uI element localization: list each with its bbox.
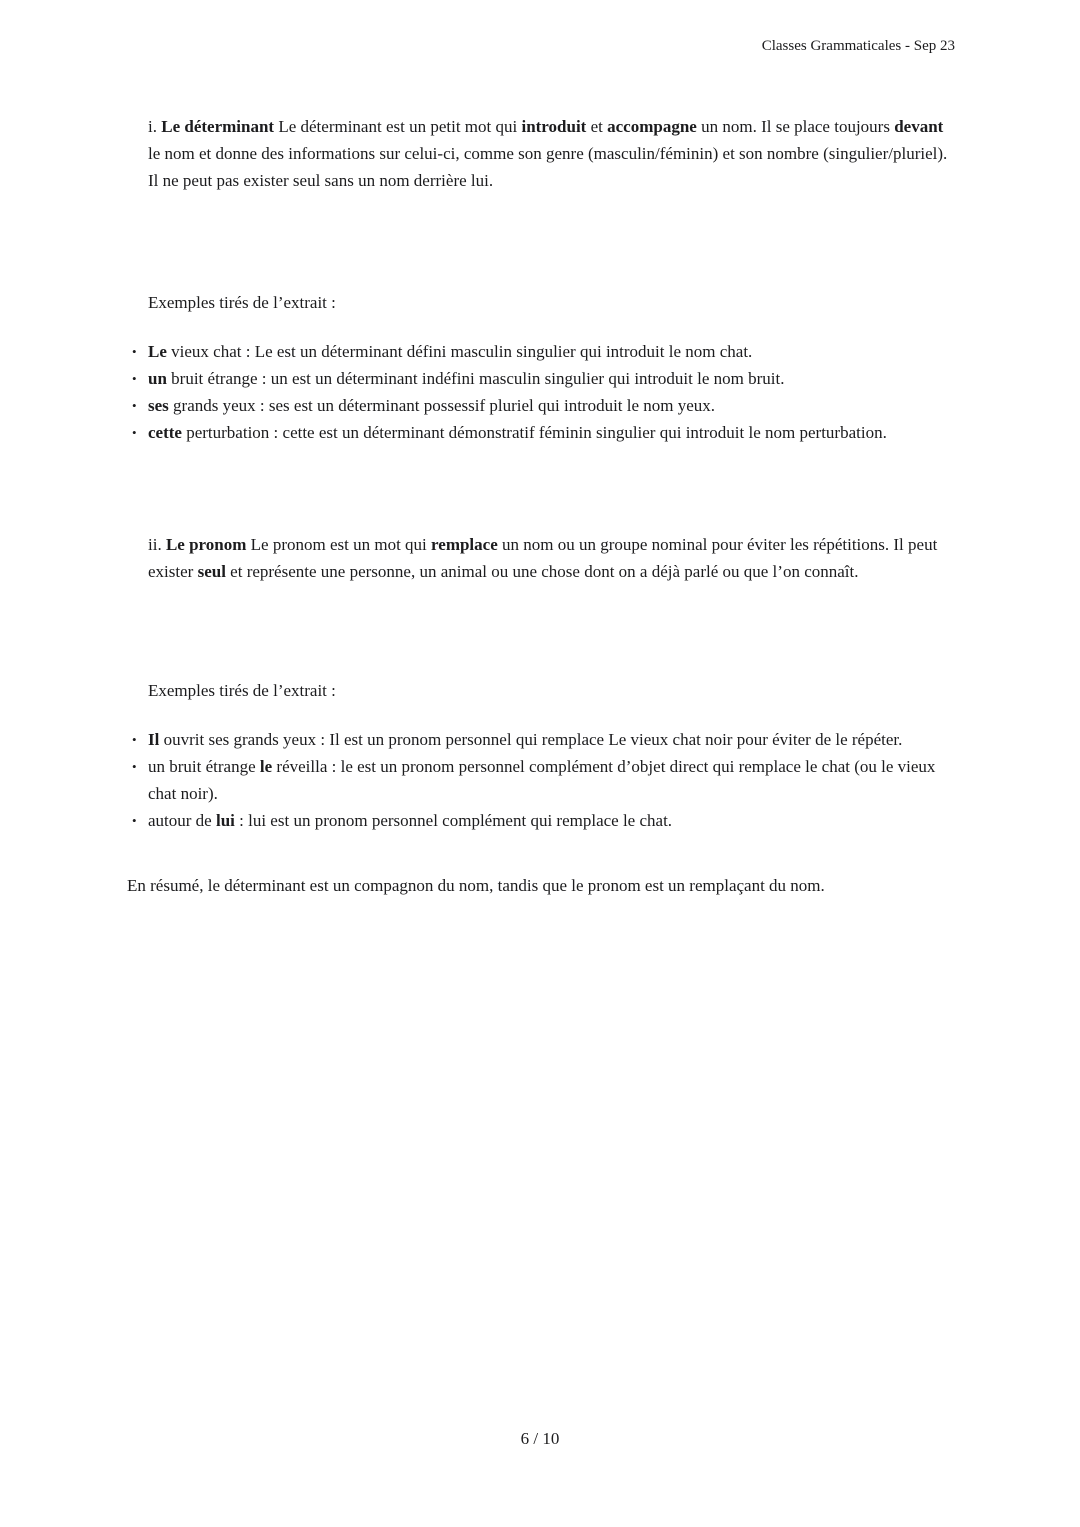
bold-text: le (259, 757, 273, 776)
bold-text: introduit (521, 117, 587, 136)
section-determinant-intro (148, 113, 957, 194)
bold-text: Le (148, 342, 167, 361)
summary-paragraph: En résumé, le déterminant est un compagnon du nom, tandis que le pronom est un remplaçant du nom. (127, 876, 825, 895)
plain-text: vieux chat : Le est un déterminant défini masculin singulier qui introduit le nom chat. (166, 342, 753, 361)
plain-text: Le déterminant est un petit mot qui (274, 117, 522, 136)
page-header-title: Classes Grammaticales - Sep 23 (761, 38, 955, 54)
bold-text: accompagne (607, 117, 697, 136)
list-item (127, 753, 957, 807)
list-item (127, 392, 957, 419)
list-item (127, 365, 957, 392)
bold-text: Il (148, 730, 160, 749)
plain-text: : lui est un pronom personnel complément qui remplace le chat. (234, 811, 673, 830)
determinant-examples-list (127, 338, 957, 446)
page-number: 6 / 10 (520, 1429, 560, 1448)
document-content (127, 113, 957, 899)
determinant-examples-label: Exemples tirés de l’extrait : (148, 293, 336, 312)
list-item (127, 419, 957, 446)
plain-text: perturbation : cette est un déterminant démonstratif féminin singulier qui introduit le nom perturbation. (181, 423, 887, 442)
plain-text: bruit étrange : un est un déterminant indéfini masculin singulier qui introduit le nom bruit. (166, 369, 785, 388)
bold-text: lui (215, 811, 235, 830)
plain-text: le nom et donne des informations sur celui-ci, comme son genre (masculin/féminin) et son nombre (singulier/pluriel). Il ne peut pas exister seul sans un nom derrière lui. (148, 144, 948, 190)
section-pronom-intro (148, 531, 957, 585)
plain-text: grands yeux : ses est un déterminant possessif pluriel qui introduit le nom yeux. (168, 396, 716, 415)
list-item (127, 338, 957, 365)
plain-text: un nom. Il se place toujours (696, 117, 895, 136)
plain-text: ii. (148, 535, 166, 554)
plain-text: Le pronom est un mot qui (246, 535, 432, 554)
bold-text: ses (148, 396, 169, 415)
bold-text: cette (148, 423, 182, 442)
bold-text: Le déterminant (161, 117, 275, 136)
plain-text: un nom ou un groupe nominal pour éviter les répétitions. Il peut exister (148, 535, 938, 581)
bold-text: Le pronom (165, 535, 247, 554)
bold-text: un (148, 369, 167, 388)
bold-text: remplace (431, 535, 498, 554)
pronom-examples-list (127, 726, 957, 834)
plain-text: et représente une personne, un animal ou une chose dont on a déjà parlé ou que l’on connaît. (225, 562, 859, 581)
plain-text: autour de (148, 811, 216, 830)
bold-text: seul (197, 562, 226, 581)
list-item (127, 726, 957, 753)
plain-text: réveilla : le est un pronom personnel complément d’objet direct qui remplace le chat (ou le vieux chat noir). (148, 757, 936, 803)
plain-text: i. (148, 117, 162, 136)
list-item (127, 807, 957, 834)
bold-text: devant (894, 117, 944, 136)
plain-text: ouvrit ses grands yeux : Il est un pronom personnel qui remplace Le vieux chat noir pour éviter de le répéter. (159, 730, 903, 749)
plain-text: et (586, 117, 608, 136)
pronom-examples-label: Exemples tirés de l’extrait : (148, 681, 336, 700)
plain-text: un bruit étrange (148, 757, 260, 776)
